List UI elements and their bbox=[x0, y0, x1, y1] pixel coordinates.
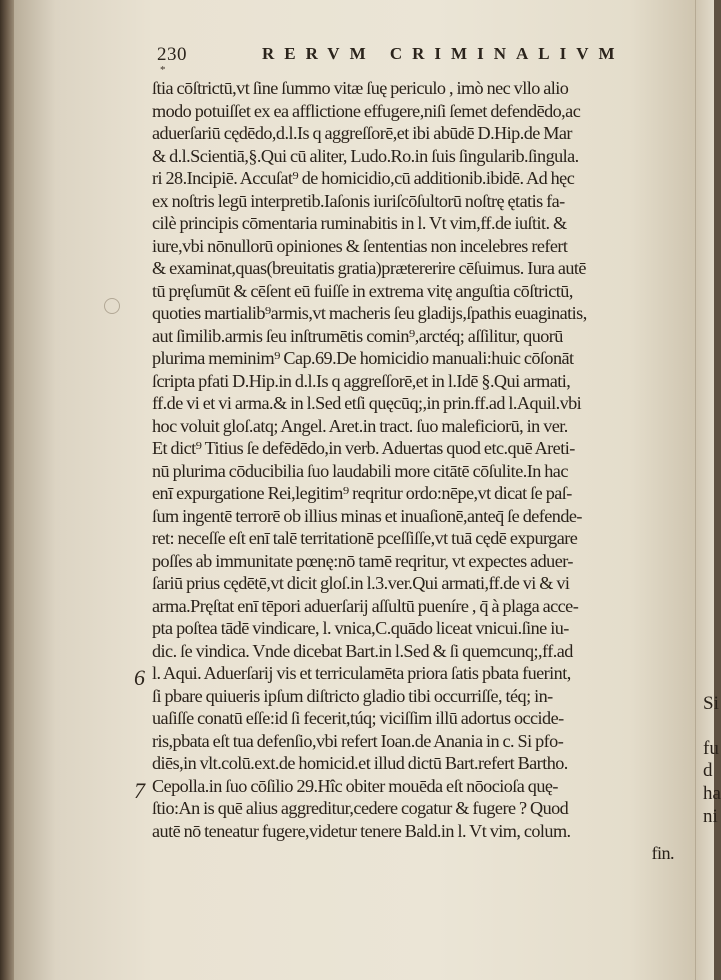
text-line: iure,vbi nōnullorū opiniones & ſententias non incelebres refert bbox=[152, 235, 568, 256]
text-line: nū plurima cōducibilia ſuo laudabili more citātē cōſulite.In hac bbox=[152, 460, 568, 481]
text-line: modo potuiſſet ex ea afflictione effugere,niſi ſemet defendēdo,ac bbox=[152, 100, 581, 121]
text-line: cilè principis cōmentaria ruminabitis in l. Vt vim,ff.de iuſtit. & bbox=[152, 213, 567, 233]
text-line: ſcripta pfati D.Hip.in d.l.Is q aggreſſorē,et in l.Idē §.Qui armati, bbox=[152, 370, 571, 391]
text-line: ris,pbata eſt tua defenſio,vbi refert Ioan.de Anania in c. Si pfo- bbox=[152, 730, 564, 751]
facing-page-fragment: ni bbox=[703, 806, 718, 827]
text-line: & d.l.Scientiā,§.Qui cū aliter, Ludo.Ro.in ſuis ſingularib.ſingula. bbox=[152, 145, 579, 166]
text-line: ex noſtris legū interpretib.Iaſonis iuriſcōſultorū noſtrę ętatis fa- bbox=[152, 190, 565, 211]
text-line: Cepolla.in ſuo cōſilio 29.Hîc obiter mouēda eſt nōocioſa quę- bbox=[152, 775, 558, 796]
text-line: aut ſimilib.armis ſeu inſtrumētis comin⁹,arctéq; aſſilitur, quorū bbox=[152, 325, 563, 346]
running-head: RERVM CRIMINALIVM bbox=[262, 44, 625, 63]
text-line: diēs,in vlt.colū.ext.de homicid.et illud dictū Bart.refert Bartho. bbox=[152, 753, 568, 773]
body-text bbox=[152, 77, 692, 865]
margin-note-6: 6 bbox=[134, 665, 145, 690]
text-line: poſſes ab immunitate pœnę:nō tamē reqritur, vt expectes aduer- bbox=[152, 550, 573, 571]
text-line: ſi pbare quiueris ipſum diſtricto gladio tibi occurriſſe, téq; in- bbox=[152, 685, 553, 706]
text-line: l. Aqui. Aduerſarij vis et terriculamēta priora ſatis pbata fuerint, bbox=[152, 663, 571, 683]
text-line: & examinat,quas(breuitatis gratia)prætererire cēſuimus. Iura autē bbox=[152, 258, 586, 278]
text-line: ſtia cōſtrictū,vt ſine ſummo vitæ ſuę periculo , imò nec vllo alio bbox=[152, 78, 569, 98]
text-line: aduerſariū cędēdo,d.l.Is q aggreſſorē,et ibi abūdē D.Hip.de Mar bbox=[152, 123, 572, 143]
facing-page-fragment: Si bbox=[703, 693, 719, 714]
facing-page-fragment: d bbox=[703, 760, 713, 781]
text-line: ff.de vi et vi arma.& in l.Sed etſi quęcūq;,in prin.ff.ad l.Aquil.vbi bbox=[152, 393, 582, 413]
text-line: enī expurgatione Rei,legitim⁹ reqritur ordo:nēpe,vt dicat ſe paſ- bbox=[152, 483, 572, 503]
text-line: hoc voluit gloſ.atq; Angel. Aret.in tract. ſuo maleficiorū, in ver. bbox=[152, 415, 568, 436]
paper-blemish bbox=[104, 298, 120, 314]
text-line: tū pręſumūt & cēſent eū fuiſſe in extrema vitę anguſtia cōſtrictū, bbox=[152, 280, 573, 301]
text-line: uaſiſſe conatū eſſe:id ſi fecerit,túq; viciſſim illū adortus occide- bbox=[152, 708, 564, 728]
text-line: arma.Pręſtat enī tēpori aduerſarij aſſultū pueníre , q̄ à plaga acce- bbox=[152, 595, 579, 616]
text-line: ret: neceſſe eſt enī talē territationē pceſſiſſe,vt tuā cędē expurgare bbox=[152, 528, 578, 548]
catchword: fin. bbox=[651, 843, 674, 863]
facing-page-edge bbox=[695, 0, 714, 980]
text-line: ſum ingentē terrorē ob illius minas et inuaſionē,anteq̄ ſe defende- bbox=[152, 505, 582, 526]
signature-mark: * bbox=[160, 64, 166, 76]
text-line: dic. ſe vindica. Vnde dicebat Bart.in l.Sed & ſi quemcunq;,ff.ad bbox=[152, 640, 573, 661]
margin-note-7: 7 bbox=[134, 778, 145, 803]
text-line: plurima meminim⁹ Cap.69.De homicidio manuali:huic cōſonāt bbox=[152, 348, 574, 368]
facing-page-fragment: fu bbox=[703, 738, 719, 759]
text-line: ri 28.Incipiē. Accuſat⁹ de homicidio,cū additionib.ibidē. Ad hęc bbox=[152, 168, 575, 188]
text-line: quoties martialib⁹armis,vt macheris ſeu gladijs,ſpathis euaginatis, bbox=[152, 303, 587, 323]
page-number: 230 bbox=[157, 44, 187, 65]
text-line: autē nō teneatur fugere,videtur tenere Bald.in l. Vt vim, colum. bbox=[152, 820, 571, 841]
text-line: ſtio:An is quē alius aggreditur,cedere cogatur & fugere ? Quod bbox=[152, 798, 569, 818]
text-line: pta poſtea tādē vindicare, l. vnica,C.quādo liceat vnicui.ſine iu- bbox=[152, 618, 569, 638]
facing-page-fragment: ha bbox=[703, 783, 721, 804]
text-line: ſariū prius cędētē,vt dicit gloſ.in l.3.ver.Qui armati,ff.de vi & vi bbox=[152, 573, 570, 593]
text-line: Et dict⁹ Titius ſe defēdēdo,in verb. Aduertas quod etc.quē Areti- bbox=[152, 438, 575, 458]
